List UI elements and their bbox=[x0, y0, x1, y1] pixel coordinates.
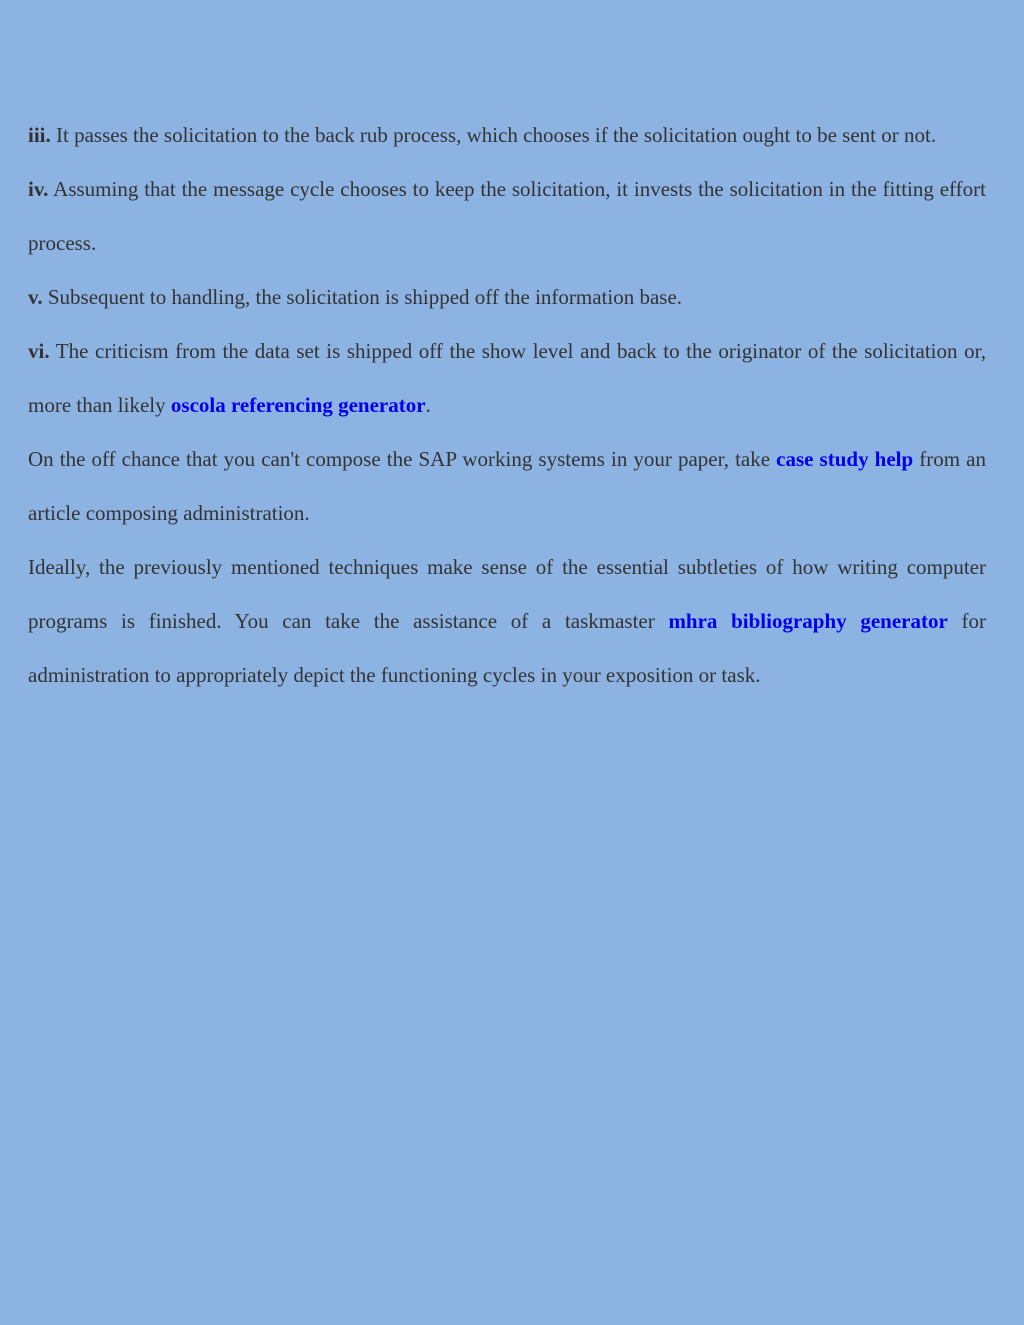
paragraph-text-end: for administration to appropriately depict the functioning cycles in your exposition or task. bbox=[28, 609, 986, 687]
paragraph-iii bbox=[28, 108, 986, 162]
item-number: iii. bbox=[28, 123, 51, 147]
case-study-help-link[interactable]: case study help bbox=[776, 447, 914, 471]
paragraph-text: Ideally, the previously mentioned techniques make sense of the essential subtleties of how writing computer programs is finished. You can take the assistance of a taskmaster bbox=[28, 555, 986, 633]
paragraph-vi bbox=[28, 324, 986, 432]
paragraph-text-end: from an article composing administration. bbox=[28, 447, 986, 525]
paragraph-text: It passes the solicitation to the back rub process, which chooses if the solicitation ought to be sent or not. bbox=[50, 123, 937, 147]
paragraph-text-end: . bbox=[425, 393, 431, 417]
oscola-referencing-generator-link[interactable]: oscola referencing generator bbox=[170, 393, 426, 417]
paragraph-conclusion bbox=[28, 540, 986, 702]
item-number: v. bbox=[28, 285, 43, 309]
mhra-bibliography-generator-link[interactable]: mhra bibliography generator bbox=[668, 609, 948, 633]
paragraph-text: Subsequent to handling, the solicitation is shipped off the information base. bbox=[42, 285, 683, 309]
paragraph-case-study bbox=[28, 432, 986, 540]
item-number: vi. bbox=[28, 339, 50, 363]
item-number: iv. bbox=[28, 177, 49, 201]
paragraph-text: Assuming that the message cycle chooses to keep the solicitation, it invests the solicitation in the fitting effort process. bbox=[28, 177, 986, 255]
paragraph-text: The criticism from the data set is shipped off the show level and back to the originator of the solicitation or, more than likely bbox=[28, 339, 986, 417]
paragraph-v bbox=[28, 270, 986, 324]
paragraph-iv bbox=[28, 162, 986, 270]
paragraph-text: On the off chance that you can't compose the SAP working systems in your paper, take bbox=[28, 447, 777, 471]
